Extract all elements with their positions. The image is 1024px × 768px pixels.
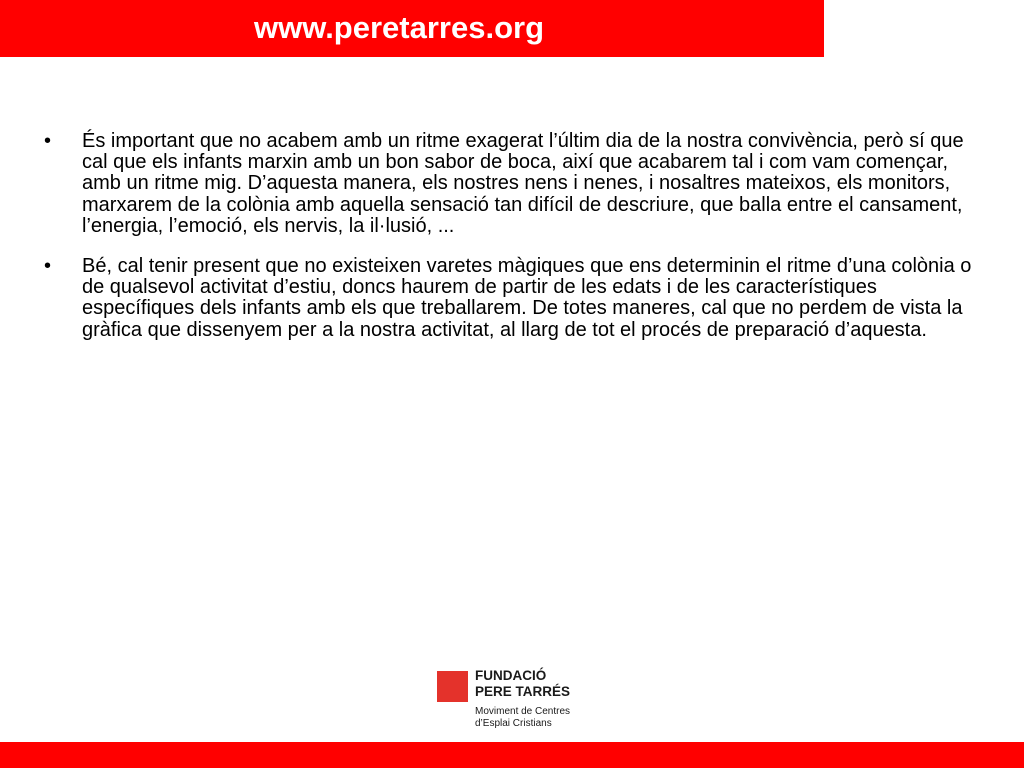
bullet-item — [40, 131, 990, 237]
logo-subtitle-line2: d’Esplai Cristians — [475, 718, 552, 729]
website-url[interactable]: www.peretarres.org — [254, 10, 545, 45]
footer-bar — [0, 742, 1024, 768]
bullet-marker: • — [44, 130, 52, 152]
bullet-marker: • — [44, 255, 52, 278]
logo-title-line2: PERE TARRÉS — [475, 684, 571, 699]
logo-subtitle-line1: Moviment de Centres — [475, 706, 571, 717]
bullet-text: És important que no acabem amb un ritme exagerat l’últim dia de la nostra convivència, però sí que cal que els infants marxin amb un bon sabor de boca, així que acabarem tal i com vam començar, amb un ritme mig. D’aquesta manera, els nostres nens i nenes, i nosaltres mateixos, els monitors, marxarem de la colònia amb aquella sensació tan difícil de descriure, que balla entre el cansament, l’energia, l’emoció, els nervis, la il·lusió, ... — [82, 130, 964, 237]
bullet-item — [40, 256, 990, 341]
logo-square-icon — [437, 671, 468, 702]
fundacio-logo — [437, 665, 617, 735]
bullet-list — [40, 131, 990, 360]
logo-title-line1: FUNDACIÓ — [475, 668, 547, 683]
header-banner — [0, 0, 824, 57]
bullet-text: Bé, cal tenir present que no existeixen varetes màgiques que ens determinin el ritme d’una colònia o de qualsevol activitat d’estiu, doncs haurem de partir de les edats i de les característiques específiques dels infants amb els que treballarem. De totes maneres, cal que no perdem de vista la gràfica que dissenyem per a la nostra activitat, al llarg de tot el procés de preparació d’aquesta. — [82, 255, 972, 341]
